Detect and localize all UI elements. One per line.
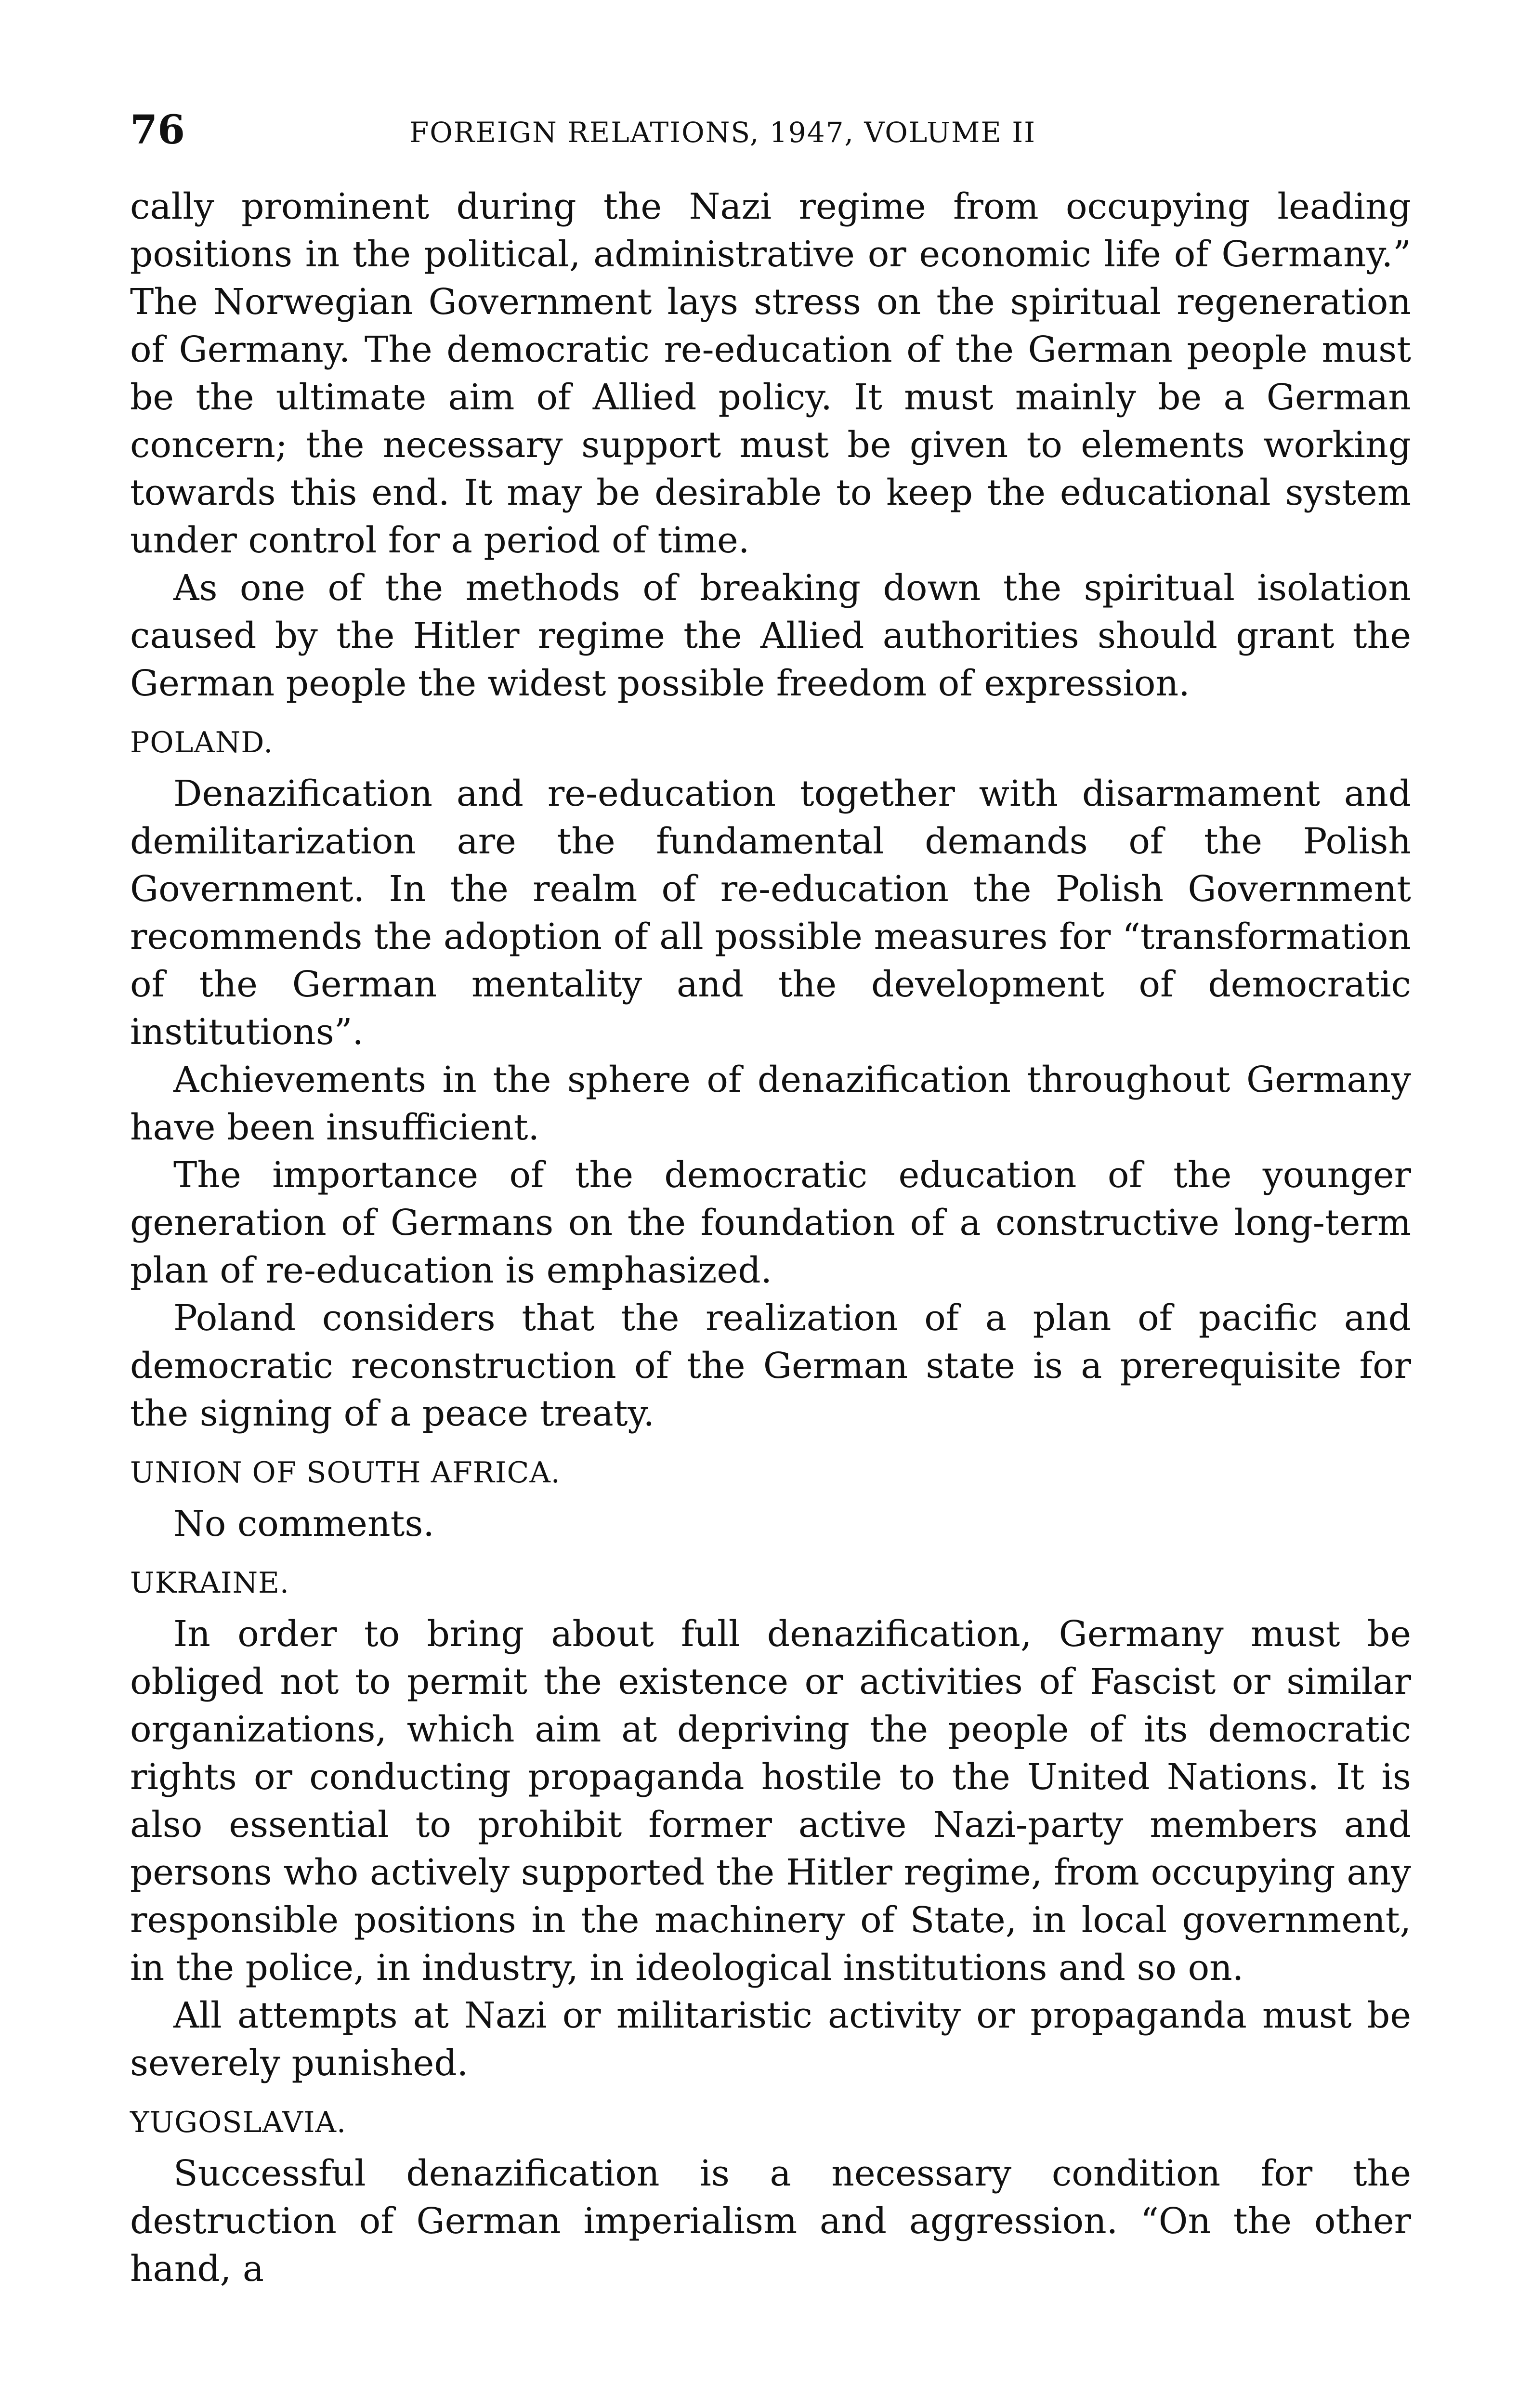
paragraph: All attempts at Nazi or militaristic activity or propaganda must be severely punished. <box>130 1995 1411 2084</box>
paragraph: As one of the methods of breaking down the spiritual isolation caused by the Hitler regime the Allied authorities should grant the German people the widest possible freedom of expression. <box>130 567 1411 704</box>
section-heading-south-africa: UNION OF SOUTH AFRICA. <box>130 1456 561 1490</box>
paragraph: Successful denazification is a necessary condition for the destruction of German imperialism and aggression. “On the other hand, a <box>130 2153 1411 2290</box>
section-heading-ukraine: UKRAINE. <box>130 1566 289 1600</box>
paragraph: No comments. <box>173 1503 434 1544</box>
page-number: 76 <box>130 107 185 153</box>
running-header <box>130 106 1411 164</box>
paragraph: The importance of the democratic education of the younger generation of Germans on the foundation of a constructive long-term plan of re-education is emphasized. <box>130 1154 1411 1291</box>
paragraph: Poland considers that the realization of a plan of pacific and democratic reconstruction of the German state is a prerequisite for the signing of a peace treaty. <box>130 1297 1411 1434</box>
section-heading-yugoslavia: YUGOSLAVIA. <box>130 2106 347 2139</box>
paragraph: Denazification and re-education together with disarmament and demilitarization are the fundamental demands of the Polish Government. In the realm of re-education the Polish Government recommends the adoption of all possible measures for “transformation of the German mentality and the development of democratic institutions”. <box>130 773 1411 1053</box>
running-title: FOREIGN RELATIONS, 1947, VOLUME II <box>409 116 1036 149</box>
document-page <box>130 106 1411 2293</box>
paragraph: In order to bring about full denazification, Germany must be obliged not to permit the existence or activities of Fascist or similar organizations, which aim at depriving the people of its democratic rights or conducting propaganda hostile to the United Nations. It is also essential to prohibit former active Nazi-party members and persons who actively supported the Hitler regime, from occupying any responsible positions in the machinery of State, in local government, in the police, in industry, in ideological institutions and so on. <box>130 1613 1411 1989</box>
paragraph: cally prominent during the Nazi regime from occupying leading positions in the political, administrative or economic life of Germany.” The Norwegian Government lays stress on the spiritual regeneration of Germany. The democratic re-education of the German people must be the ultimate aim of Allied policy. It must mainly be a German concern; the necessary support must be given to elements working towards this end. It may be desirable to keep the educational system under control for a period of time. <box>130 186 1411 561</box>
section-heading-poland: POLAND. <box>130 726 274 759</box>
paragraph: Achievements in the sphere of denazification throughout Germany have been insufficient. <box>130 1059 1411 1148</box>
